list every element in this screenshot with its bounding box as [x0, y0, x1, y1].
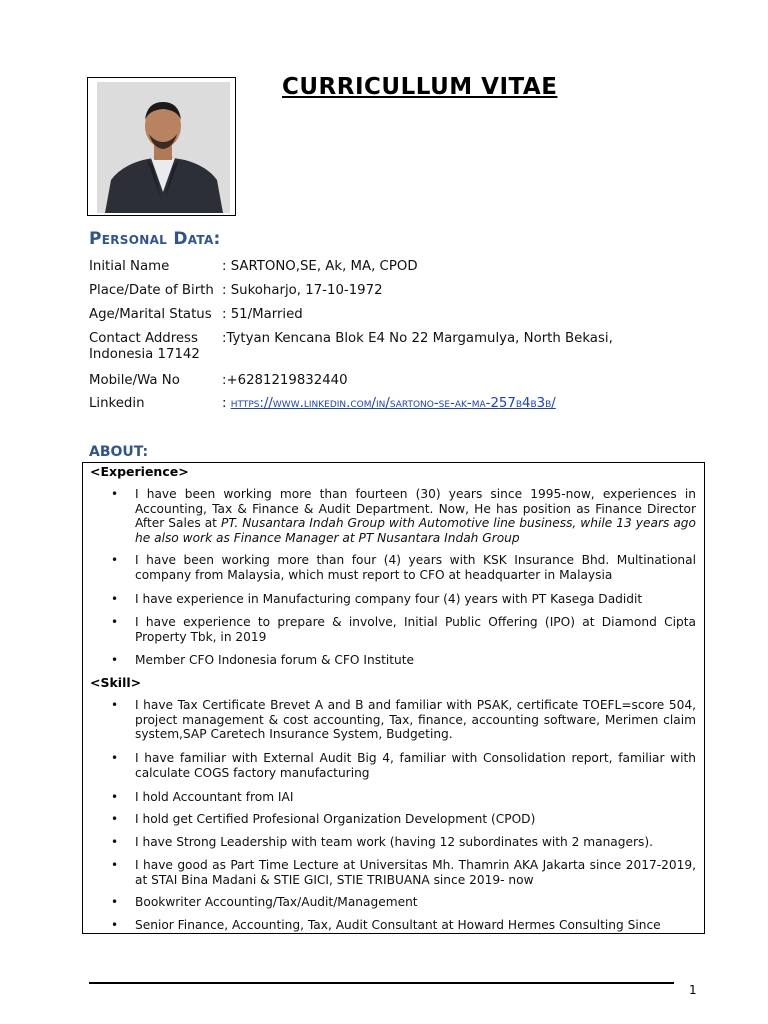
linkedin-value: [222, 396, 556, 412]
bullet-icon: •: [111, 553, 119, 567]
bullet-icon: •: [111, 835, 119, 849]
bullet-icon: •: [111, 592, 119, 606]
contact-address-label: Contact Address: [89, 331, 198, 346]
list-item: • I hold get Certified Profesional Organization Development (CPOD): [111, 812, 536, 826]
bullet-icon: •: [111, 653, 119, 667]
profile-photo: [97, 82, 230, 213]
linkedin-label: Linkedin: [89, 396, 145, 411]
about-box: [82, 462, 705, 934]
bullet-icon: •: [111, 615, 119, 629]
birth-value: : Sukoharjo, 17-10-1972: [222, 283, 383, 298]
footer-divider: [89, 982, 674, 984]
skill-tag: <Skill>: [90, 675, 142, 690]
bullet-icon: •: [111, 895, 119, 909]
bullet-icon: •: [111, 790, 119, 804]
list-item: • I hold Accountant from IAI: [111, 790, 294, 804]
linkedin-prefix: :: [222, 396, 231, 411]
contact-address-value: :Tytyan Kencana Blok E4 No 22 Margamulya, North Bekasi,: [222, 331, 613, 346]
list-item: • I have good as Part Time Lecture at Universitas Mh. Thamrin AKA Jakarta since 2017-2019, at STAI Bina Madani & STIE GICI, STIE TRIBUANA since 2019- now: [111, 858, 696, 887]
linkedin-link[interactable]: https://www.linkedin.com/in/sartono-se-ak-ma-257b4b3b/: [230, 396, 556, 411]
bullet-icon: •: [111, 751, 119, 765]
list-item: • Senior Finance, Accounting, Tax, Audit Consultant at Howard Hermes Consulting Since: [111, 918, 661, 932]
profile-photo-frame: [87, 77, 236, 216]
about-heading: ABOUT:: [89, 444, 149, 460]
page-title: CURRICULLUM VITAE: [282, 74, 558, 100]
initial-name-label: Initial Name: [89, 259, 170, 274]
birth-label: Place/Date of Birth: [89, 283, 214, 298]
list-item: • I have Tax Certificate Brevet A and B and familiar with PSAK, certificate TOEFL=score 504, project management & cost accounting, Tax, finance, accounting software, Merimen claim system,SAP Caretech Insurance System, Budgeting.: [111, 698, 696, 741]
list-item: • Member CFO Indonesia forum & CFO Institute: [111, 653, 415, 667]
list-item: • I have been working more than fourteen (30) years since 1995-now, experiences in Accounting, Tax & Finance & Audit Department. Now, He has position as Finance Director After Sales at PT. Nusantara Indah Group with Automotive line business, while 13 years ago he also work as Finance Manager at PT Nusantara Indah Group: [111, 487, 696, 545]
personal-data-heading: Personal Data:: [89, 229, 221, 249]
mobile-label: Mobile/Wa No: [89, 373, 180, 388]
bullet-icon: •: [111, 812, 119, 826]
page-number: 1: [689, 983, 697, 997]
bullet-icon: •: [111, 918, 119, 932]
list-item: • I have familiar with External Audit Big 4, familiar with Consolidation report, familiar with calculate COGS factory manufacturing: [111, 751, 696, 780]
contact-address-continued: Indonesia 17142: [89, 347, 200, 362]
marital-status-label: Age/Marital Status: [89, 307, 212, 322]
marital-status-value: : 51/Married: [222, 307, 303, 322]
list-item: • I have been working more than four (4) years with KSK Insurance Bhd. Multinational company from Malaysia, which must report to CFO at headquarter in Malaysia: [111, 553, 696, 582]
list-item: • I have experience to prepare & involve, Initial Public Offering (IPO) at Diamond Cipta Property Tbk, in 2019: [111, 615, 696, 644]
bullet-icon: •: [111, 858, 119, 872]
bullet-icon: •: [111, 487, 119, 501]
experience-tag: <Experience>: [90, 464, 189, 479]
initial-name-value: : SARTONO,SE, Ak, MA, CPOD: [222, 259, 418, 274]
list-item: • I have Strong Leadership with team work (having 12 subordinates with 2 managers).: [111, 835, 653, 849]
bullet-icon: •: [111, 698, 119, 712]
list-item: • I have experience in Manufacturing company four (4) years with PT Kasega Dadidit: [111, 592, 643, 606]
mobile-value: :+6281219832440: [222, 373, 348, 388]
list-item: • Bookwriter Accounting/Tax/Audit/Management: [111, 895, 418, 909]
